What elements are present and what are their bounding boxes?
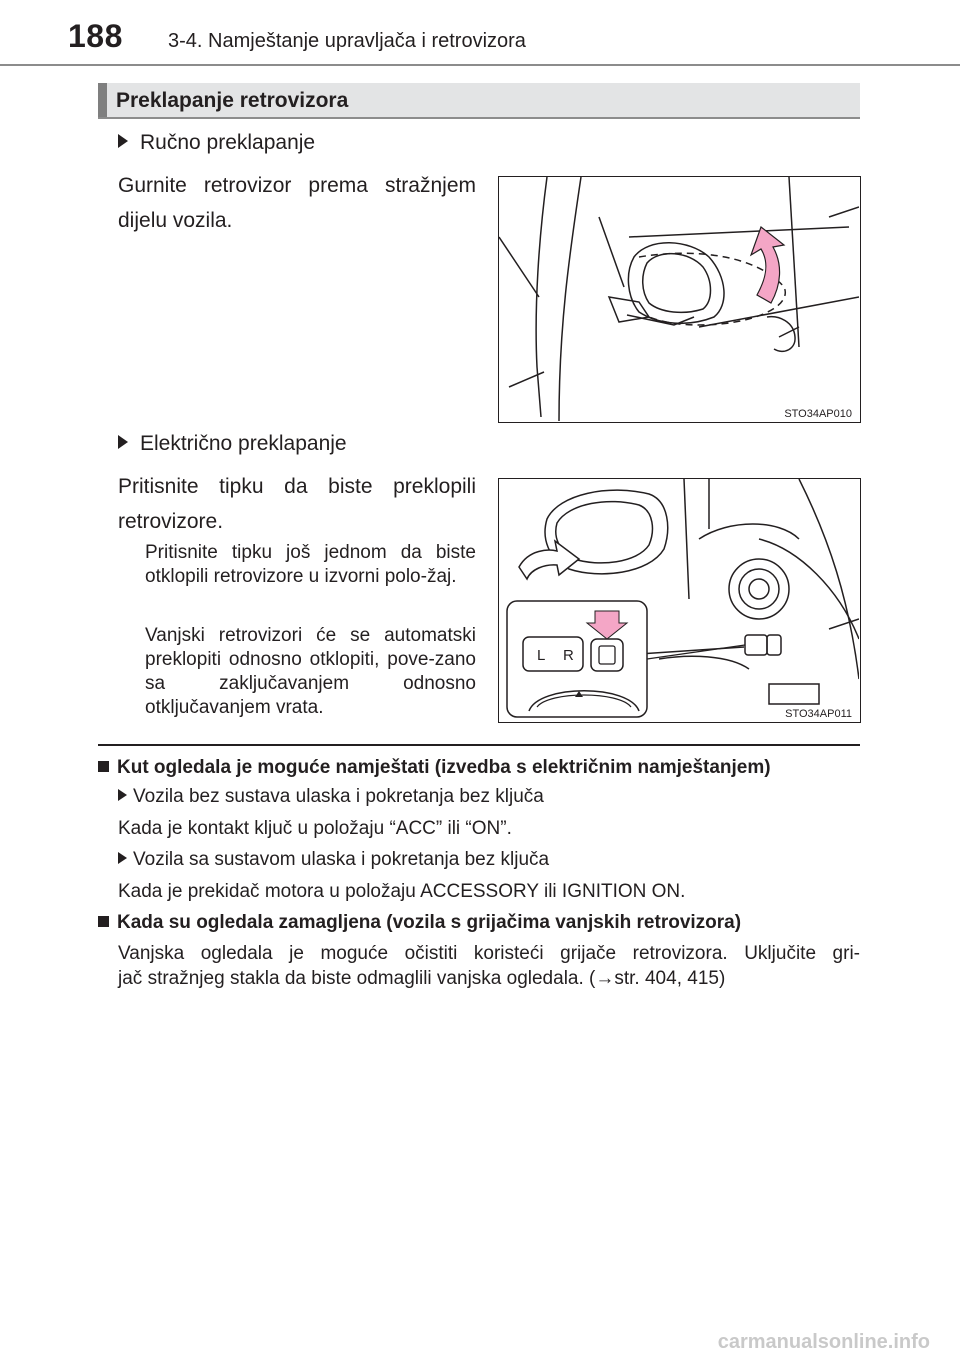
electric-fold-figure <box>498 478 861 723</box>
fog-heading-text: Kada su ogledala zamagljena (vozila s grijačima vanjskih retrovizora) <box>117 912 742 933</box>
a-pillar-line <box>536 177 547 417</box>
triangle-bullet-icon <box>118 435 128 449</box>
figure-code: STO34AP011 <box>785 708 852 720</box>
figure-code: STO34AP010 <box>784 408 852 420</box>
angle-heading-text: Kut ogledala je moguće namještati (izvedba s električnim namještanjem) <box>117 757 771 778</box>
watermark: carmanualsonline.info <box>717 1331 930 1353</box>
mirror-glass <box>643 254 711 313</box>
section-title-bar <box>98 83 860 119</box>
fog-heading <box>98 912 741 934</box>
manual-fold-instruction: Gurnite retrovizor prema stražnjem dijelu vozila. <box>118 174 476 232</box>
door-frame-line <box>559 177 581 421</box>
section-title: Preklapanje retrovizora <box>116 89 349 112</box>
manual-fold-figure <box>498 176 861 423</box>
smart-text: Kada je prekidač motora u položaju ACCESSORY ili IGNITION ON. <box>118 881 686 902</box>
triangle-bullet-icon <box>118 789 127 801</box>
fold-arrow-icon <box>519 541 579 579</box>
triangle-bullet-icon <box>118 852 127 864</box>
arrow-icon: → <box>595 968 615 989</box>
electric-fold-illustration <box>499 479 859 721</box>
electric-fold-instruction: Pritisnite tipku da biste preklopili retrovizore. <box>118 475 476 533</box>
no-smart-heading-text: Vozila bez sustava ulaska i pokretanja bez ključa <box>133 786 544 807</box>
square-bullet-icon <box>98 916 109 927</box>
manual-fold-illustration <box>499 177 859 421</box>
triangle-bullet-icon <box>118 134 128 148</box>
electric-fold-heading <box>118 432 347 456</box>
electric-fold-note-1: Pritisnite tipku još jednom da biste otklopili retrovizore u izvorni polo-žaj. <box>145 542 476 587</box>
page-number: 188 <box>68 18 123 54</box>
square-bullet-icon <box>98 761 109 772</box>
header-rule <box>0 64 960 66</box>
section-accent <box>98 83 107 117</box>
chapter-title: 3-4. Namještanje upravljača i retrovizora <box>168 30 526 52</box>
manual-fold-heading-text: Ručno preklapanje <box>140 131 316 154</box>
fold-switch-button <box>591 639 623 671</box>
door-handle <box>767 317 795 352</box>
smart-heading-text: Vozila sa sustavom ulaska i pokretanja bez ključa <box>133 849 550 870</box>
no-smart-text: Kada je kontakt ključ u položaju “ACC” ili “ON”. <box>118 818 512 839</box>
page-reference-link[interactable]: str. 404, 415) <box>614 968 726 989</box>
dashboard-vent <box>729 559 789 619</box>
fog-text-line-2-text: jač stražnjeg stakla da biste odmaglili vanjska ogledala. ( <box>118 968 596 989</box>
switch-right-label: R <box>563 647 574 664</box>
no-smart-heading <box>118 786 544 808</box>
switch-in-car <box>745 635 767 655</box>
angle-heading <box>98 757 771 779</box>
electric-fold-heading-text: Električno preklapanje <box>140 432 347 455</box>
manual-fold-heading <box>118 131 315 155</box>
switch-left-label: L <box>537 647 546 664</box>
fog-text-line-2 <box>118 968 725 990</box>
smart-heading <box>118 849 549 871</box>
electric-fold-note-2: Vanjski retrovizori će se automatski preklopiti odnosno otklopiti, pove-zano sa zaključavanjem odnosno otključavanjem vrata. <box>145 625 476 718</box>
fold-direction-arrow <box>751 227 784 303</box>
left-right-selector-switch <box>523 637 583 671</box>
section-divider <box>98 744 860 746</box>
fog-text-line-1: Vanjska ogledala je moguće očistiti koristeći grijače retrovizora. Uključite gri- <box>118 943 860 964</box>
